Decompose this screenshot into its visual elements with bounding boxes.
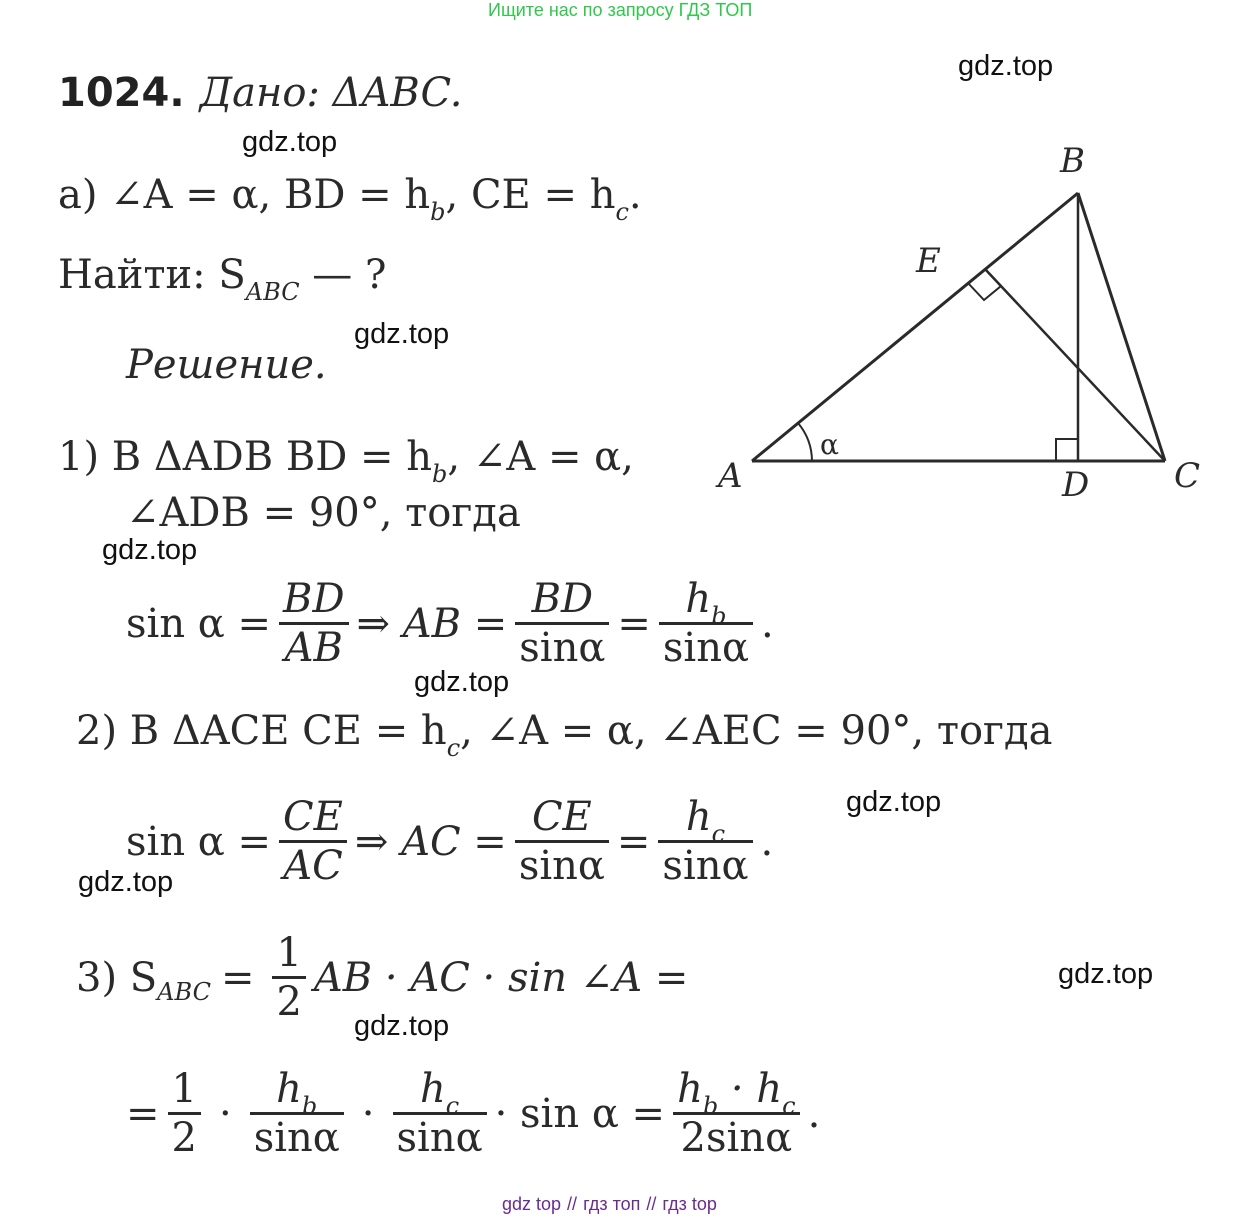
denominator: sinα [518,843,605,889]
altitude-ce [985,269,1165,461]
footer-links [502,1194,717,1215]
watermark: gdz.top [414,666,510,698]
step-text: 1) В ΔADB BD = h [58,434,433,480]
subscript: ABC [245,278,300,306]
footer-link-3[interactable]: гдз top [662,1194,717,1214]
denominator: sinα [662,843,749,889]
step3-equation [76,932,688,1023]
step1-line2: ∠ADB = 90°, тогда [126,490,521,536]
numerator: BD [531,576,594,622]
solution-heading: Решение. [126,342,327,388]
fraction [658,796,752,887]
equals: = [616,818,651,865]
eq-rest: AB · AC · sin ∠A = [313,954,689,1001]
denominator: 2sinα [680,1115,793,1161]
watermark: gdz.top [242,126,338,158]
subscript: b [430,198,446,226]
right-angle-d [1056,439,1078,461]
step-text: , ∠A = α, ∠AEC = 90°, тогда [460,708,1053,754]
part-a-text: а) ∠A = α, BD = h [58,172,431,218]
find-text: Найти: S [58,252,246,298]
watermark: gdz.top [846,786,942,818]
equals: = [220,954,255,1001]
label-e: E [916,241,941,281]
numerator: BD [283,576,345,622]
search-hint-link[interactable]: Ищите нас по запросу ГДЗ ТОП [488,0,753,20]
separator: // [646,1194,657,1214]
denominator: 2 [171,1115,197,1161]
step1-line1 [58,434,634,488]
subscript: c [615,198,629,226]
watermark: gdz.top [958,50,1054,82]
problem-heading [58,70,462,116]
label-alpha: α [820,428,839,461]
subscript: c [782,1092,796,1120]
subscript: c [446,734,461,762]
watermark: gdz.top [354,1010,450,1042]
dot: · [218,1090,232,1137]
denominator: sinα [662,625,749,671]
eq-lhs: 3) S [76,954,158,1001]
denominator: AC [283,843,343,889]
right-angle-e [968,269,1001,300]
numerator: h [677,1066,703,1112]
equals: = [617,600,651,647]
fraction [659,578,753,669]
step3-equation-2 [126,1068,820,1159]
fraction-half [168,1068,201,1159]
denominator: sinα [253,1115,340,1161]
watermark: gdz.top [1058,958,1154,990]
denominator: AB [284,625,343,671]
fraction-half [272,932,305,1023]
period: . [760,818,774,865]
side-bc [1078,193,1165,461]
angle-arc-a [798,423,812,461]
fraction [673,1068,800,1159]
fraction [515,578,609,669]
step1-equation [126,578,774,669]
denominator: 2 [276,979,302,1025]
numerator-mid: · h [718,1066,783,1112]
footer-link-2[interactable]: гдз топ [583,1194,641,1214]
eq-lhs: sin α = [126,600,272,647]
dot: · [361,1090,375,1137]
eq-mid: · sin α = [494,1090,666,1137]
label-a: A [718,456,743,496]
label-d: D [1062,465,1090,505]
given: Дано: ΔABC. [199,70,463,116]
fraction [393,1068,487,1159]
label-c: C [1174,456,1201,496]
numerator: 1 [171,1066,197,1112]
subscript: b [432,460,448,488]
subscript: b [301,1092,318,1120]
subscript: b [702,1092,719,1120]
fraction [515,796,609,887]
numerator: 1 [276,930,302,976]
side-ab [752,193,1078,461]
step2-line1 [76,708,1053,762]
step2-equation [126,796,773,887]
triangle-figure [700,130,1230,510]
separator: // [567,1194,578,1214]
equals: = [126,1090,160,1137]
problem-number: 1024. [58,70,185,116]
numerator: CE [531,794,592,840]
label-b: B [1060,141,1085,181]
step-text: , ∠A = α, [447,434,634,480]
numerator: h [685,576,712,622]
subscript: c [445,1092,460,1120]
fraction [279,578,348,669]
watermark: gdz.top [354,318,450,350]
watermark: gdz.top [102,534,198,566]
step-text: 2) В ΔACE CE = h [76,708,447,754]
footer-link-1[interactable]: gdz top [502,1194,562,1214]
eq-lhs: sin α = [126,818,272,865]
part-a [58,172,642,226]
numerator: h [419,1066,446,1112]
denominator: sinα [519,625,606,671]
part-a-text-2: , CE = h [445,172,616,218]
numerator: h [685,794,712,840]
period: . [628,172,642,218]
period: . [807,1090,821,1137]
find-line [58,252,387,306]
watermark: gdz.top [78,866,174,898]
fraction [279,796,347,887]
implies: ⇒ AC = [354,818,507,865]
find-end: — ? [299,252,387,298]
implies: ⇒ AB = [356,600,508,647]
numerator: h [276,1066,302,1112]
numerator: CE [283,794,343,840]
denominator: sinα [396,1115,483,1161]
period: . [760,600,774,647]
fraction [250,1068,344,1159]
subscript: ABC [157,977,211,1006]
subscript: c [711,820,726,848]
subscript: b [711,602,727,630]
